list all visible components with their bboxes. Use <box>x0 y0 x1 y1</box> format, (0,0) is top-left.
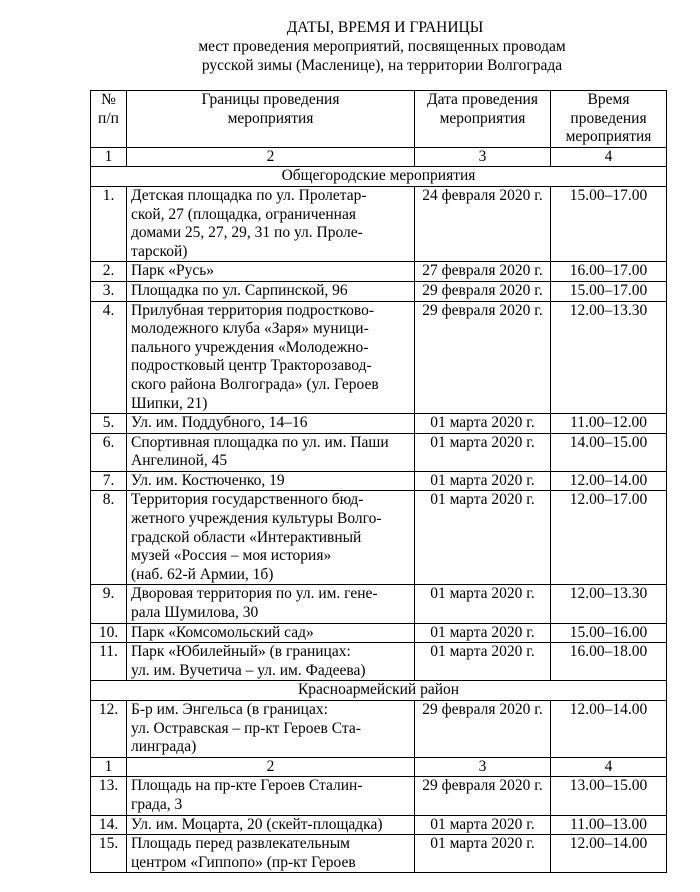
row-place-line: Площадь перед развлекательным <box>131 835 350 853</box>
row-date: 01 марта 2020 г. <box>415 643 551 681</box>
table-row <box>91 623 667 643</box>
row-time: 11.00–13.00 <box>551 815 667 835</box>
row-date: 01 марта 2020 г. <box>415 491 551 585</box>
row-number: 7. <box>91 471 127 491</box>
row-number: 10. <box>91 623 127 643</box>
row-date: 01 марта 2020 г. <box>415 585 551 623</box>
row-place <box>127 414 415 434</box>
row-date: 01 марта 2020 г. <box>415 835 551 873</box>
table-row <box>91 815 667 835</box>
row-place <box>127 262 415 282</box>
row-number: 8. <box>91 491 127 585</box>
row-time: 11.00–12.00 <box>551 414 667 434</box>
row-time: 15.00–17.00 <box>551 186 667 261</box>
row-place-line: Спортивная площадка по ул. им. Паши <box>131 433 389 451</box>
row-place-line: Ул. им. Моцарта, 20 (скейт-площадка) <box>131 815 383 833</box>
row-date: 01 марта 2020 г. <box>415 623 551 643</box>
row-date: 01 марта 2020 г. <box>415 815 551 835</box>
row-number: 14. <box>91 815 127 835</box>
row-date: 29 февраля 2020 г. <box>415 777 551 815</box>
row-time: 16.00–18.00 <box>551 643 667 681</box>
table-row <box>91 281 667 301</box>
row-place-line: тарской) <box>131 242 188 260</box>
row-place-line: Б-р им. Энгельса (в границах: <box>131 701 328 718</box>
row-place-line: Площадь на пр-кте Героев Сталин- <box>131 777 363 795</box>
row-place <box>127 777 415 815</box>
row-number: 6. <box>91 433 127 471</box>
section-row <box>91 681 667 701</box>
row-number: 1. <box>91 186 127 261</box>
table-row <box>91 433 667 471</box>
row-place-line: молодежного клуба «Заря» муници- <box>131 320 369 338</box>
table-row <box>91 777 667 815</box>
row-place-line: градской области «Интерактивный <box>131 528 362 546</box>
table-row <box>91 186 667 261</box>
row-place <box>127 835 415 873</box>
row-place <box>127 186 415 261</box>
column-number-cell: 3 <box>415 147 551 167</box>
row-time: 12.00–17.00 <box>551 491 667 585</box>
table-row <box>91 643 667 681</box>
row-place-line: ул. Остравская – пр-кт Героев Ста- <box>131 719 361 737</box>
row-date: 01 марта 2020 г. <box>415 471 551 491</box>
row-date: 01 марта 2020 г. <box>415 433 551 471</box>
row-number: 2. <box>91 262 127 282</box>
row-place-line: жетного учреждения культуры Волго- <box>131 510 382 528</box>
document-subtitle-line-2: русской зимы (Масленице), на территории Волгограда <box>201 57 563 74</box>
row-place-line: Парк «Юбилейный» (в границах: <box>131 643 351 661</box>
table-row <box>91 491 667 585</box>
column-number-row <box>91 757 667 777</box>
row-number: 13. <box>91 777 127 815</box>
row-place <box>127 623 415 643</box>
section-title: Красноармейский район <box>91 681 667 701</box>
row-date: 01 марта 2020 г. <box>415 414 551 434</box>
row-date: 29 февраля 2020 г. <box>415 301 551 414</box>
row-time: 12.00–14.00 <box>551 835 667 873</box>
row-number: 9. <box>91 585 127 623</box>
row-place-line: града, 3 <box>131 795 183 813</box>
row-place-line: подростковый центр Тракторозавод- <box>131 357 372 375</box>
column-number-cell: 2 <box>127 757 415 777</box>
row-place-line: (наб. 62-й Армии, 1б) <box>131 565 274 583</box>
column-number-cell: 2 <box>127 147 415 167</box>
row-number: 4. <box>91 301 127 414</box>
header-number: № п/п <box>91 91 127 148</box>
row-place-line: Парк «Комсомольский сад» <box>131 623 314 641</box>
row-place-line: Территория государственного бюд- <box>131 491 364 509</box>
row-number: 5. <box>91 414 127 434</box>
row-place-line: ской, 27 (площадка, ограниченная <box>131 205 356 223</box>
table-row <box>91 835 667 873</box>
row-place <box>127 815 415 835</box>
row-number: 15. <box>91 835 127 873</box>
row-place-line: Ангелиной, 45 <box>131 452 228 470</box>
table-row <box>91 262 667 282</box>
header-date: Дата проведения мероприятия <box>415 91 551 148</box>
row-place <box>127 471 415 491</box>
table-header-row <box>91 91 667 148</box>
row-place-line: Дворовая территория по ул. им. гене- <box>131 585 378 603</box>
row-place <box>127 491 415 585</box>
row-place <box>127 701 415 758</box>
row-place-line: пального учреждения «Молодежно- <box>131 338 369 356</box>
document-subtitle-line-1: мест проведения мероприятий, посвященных проводам <box>198 38 566 55</box>
row-place-line: центром «Гиппопо» (пр-кт Героев <box>131 853 356 871</box>
row-time: 12.00–14.00 <box>551 701 667 758</box>
document-title: ДАТЫ, ВРЕМЯ И ГРАНИЦЫ <box>286 19 484 36</box>
header-time: Время проведения мероприятия <box>551 91 667 148</box>
row-date: 27 февраля 2020 г. <box>415 262 551 282</box>
row-time: 14.00–15.00 <box>551 433 667 471</box>
row-place-line: Площадка по ул. Сарпинской, 96 <box>131 281 348 299</box>
row-place <box>127 281 415 301</box>
table-row <box>91 585 667 623</box>
row-place <box>127 643 415 681</box>
row-place <box>127 585 415 623</box>
row-time: 13.00–15.00 <box>551 777 667 815</box>
row-time: 15.00–16.00 <box>551 623 667 643</box>
column-number-cell: 3 <box>415 757 551 777</box>
row-place-line: Ул. им. Костюченко, 19 <box>131 471 285 489</box>
row-number: 11. <box>91 643 127 681</box>
table-row <box>91 471 667 491</box>
row-time: 15.00–17.00 <box>551 281 667 301</box>
table-row <box>91 701 667 758</box>
row-place-line: домами 25, 27, 29, 31 по ул. Проле- <box>131 224 363 242</box>
table-row <box>91 414 667 434</box>
row-place-line: линграда) <box>131 738 197 756</box>
section-row <box>91 167 667 187</box>
header-place: Границы проведения мероприятия <box>127 91 415 148</box>
document-header <box>0 18 700 75</box>
row-date: 29 февраля 2020 г. <box>415 281 551 301</box>
row-date: 24 февраля 2020 г. <box>415 186 551 261</box>
row-date: 29 февраля 2020 г. <box>415 701 551 758</box>
row-place-line: Ул. им. Поддубного, 14–16 <box>131 414 308 432</box>
column-number-row <box>91 147 667 167</box>
column-number-cell: 4 <box>551 147 667 167</box>
row-place-line: ского района Волгограда» (ул. Героев <box>131 375 379 393</box>
row-time: 16.00–17.00 <box>551 262 667 282</box>
row-time: 12.00–13.30 <box>551 585 667 623</box>
row-place <box>127 433 415 471</box>
row-place-line: Парк «Русь» <box>131 262 215 280</box>
row-place-line: ул. им. Вучетича – ул. им. Фадеева) <box>131 661 366 679</box>
column-number-cell: 4 <box>551 757 667 777</box>
row-number: 12. <box>91 701 127 758</box>
row-place <box>127 301 415 414</box>
row-place-line: Шипки, 21) <box>131 394 208 412</box>
events-table <box>90 90 667 873</box>
row-number: 3. <box>91 281 127 301</box>
section-title: Общегородские мероприятия <box>91 167 667 187</box>
column-number-cell: 1 <box>91 147 127 167</box>
row-time: 12.00–14.00 <box>551 471 667 491</box>
table-row <box>91 301 667 414</box>
row-place-line: музей «Россия – моя история» <box>131 547 332 565</box>
row-place-line: Прилубная территория подростково- <box>131 301 375 319</box>
row-place-line: рала Шумилова, 30 <box>131 604 259 622</box>
row-place-line: Детская площадка по ул. Пролетар- <box>131 186 367 204</box>
row-time: 12.00–13.30 <box>551 301 667 414</box>
column-number-cell: 1 <box>91 757 127 777</box>
